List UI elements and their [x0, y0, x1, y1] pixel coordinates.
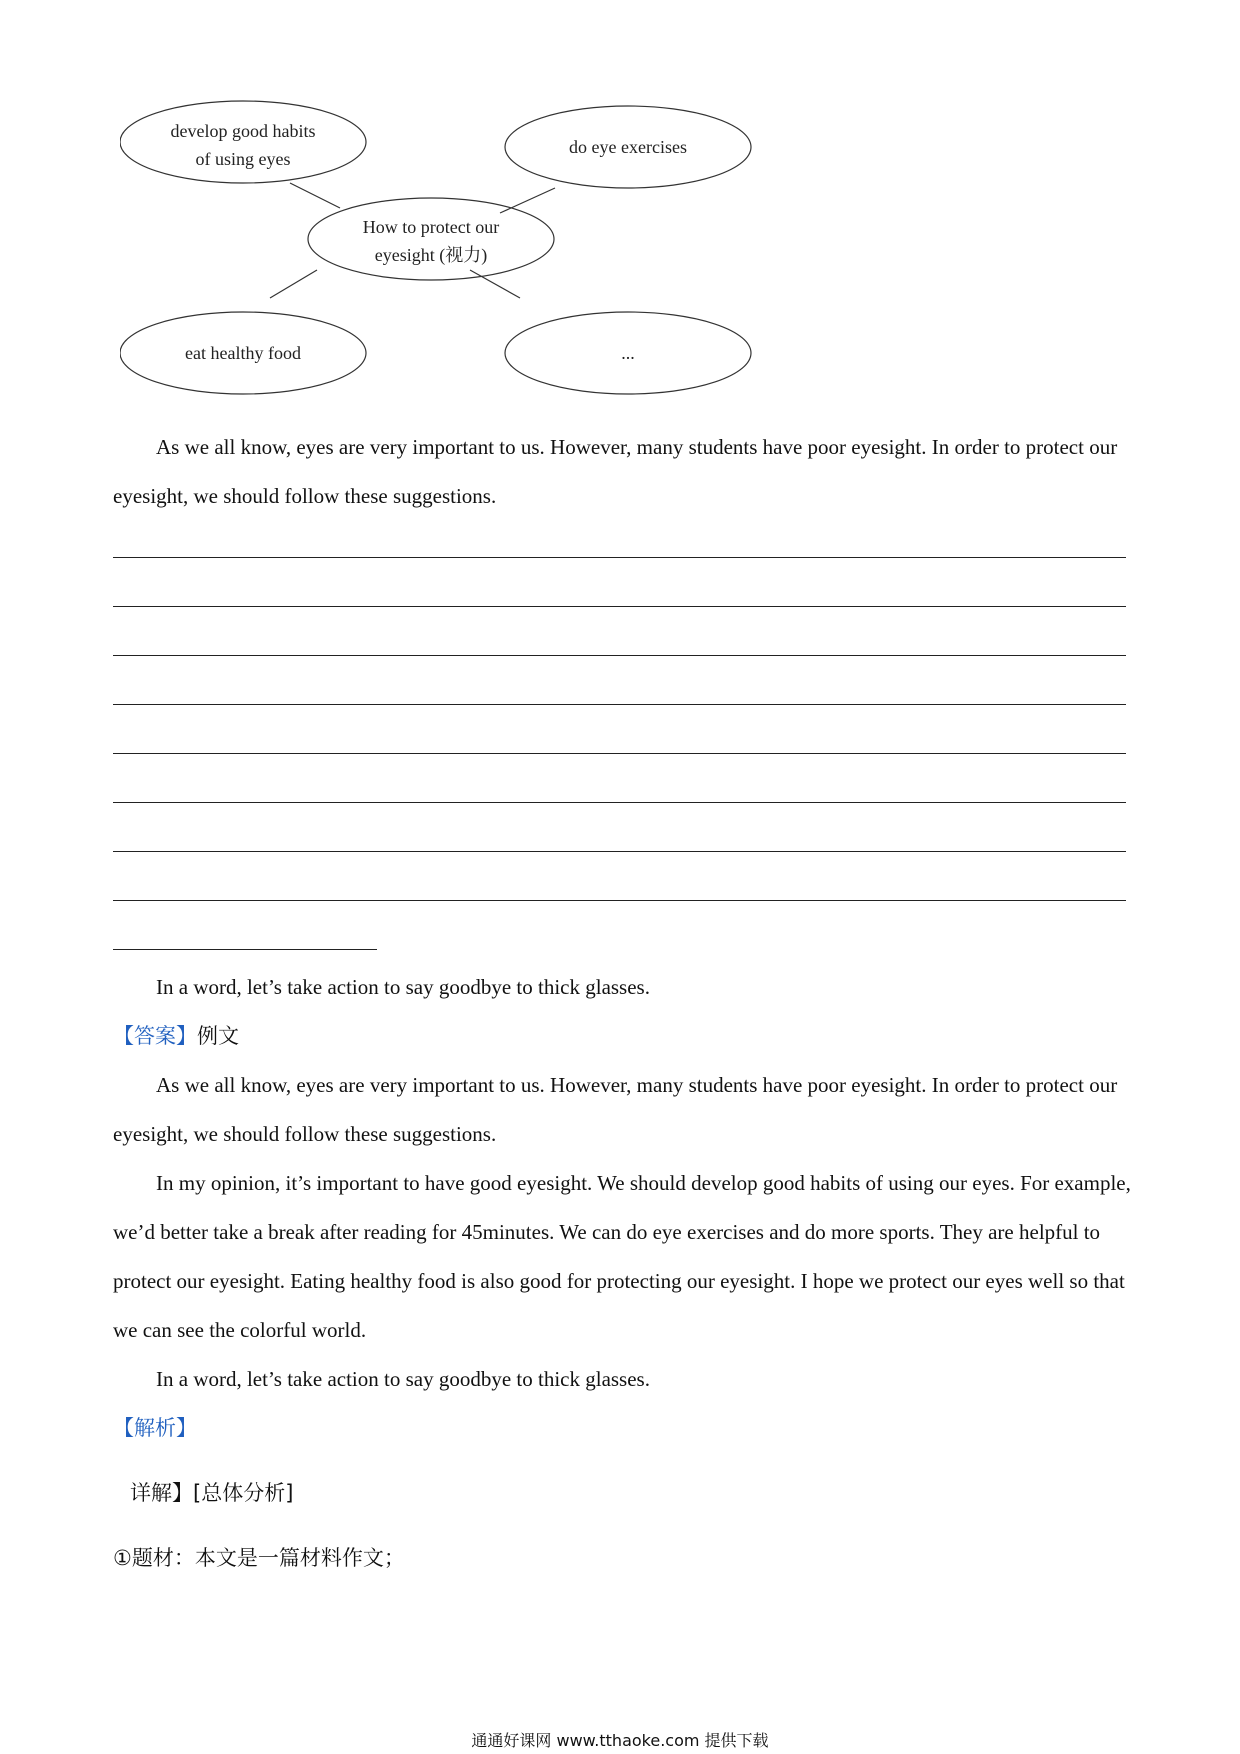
node-top-left-line1: develop good habits: [170, 121, 316, 141]
analysis-label: 【解析】: [113, 1416, 197, 1440]
writing-line: [113, 606, 1126, 607]
node-bottom-left-label: eat healthy food: [185, 343, 301, 363]
analysis-item-1: ①题材：本文是一篇材料作文；: [113, 1546, 405, 1570]
writing-line-short: [113, 949, 377, 950]
answer-label: 【答案】: [113, 1024, 197, 1048]
writing-line: [113, 753, 1126, 754]
analysis-detail: 详解】[总体分析]: [130, 1481, 294, 1505]
writing-line: [113, 851, 1126, 852]
mind-map-diagram: [120, 100, 760, 410]
node-top-right-label: do eye exercises: [569, 137, 687, 157]
answer-label-suffix: 例文: [197, 1024, 239, 1048]
node-bottom-right-label: ...: [621, 343, 635, 363]
analysis-heading: [113, 1404, 1133, 1453]
writing-line: [113, 655, 1126, 656]
node-top-left-shape: [120, 101, 366, 183]
writing-line: [113, 704, 1126, 705]
node-top-left-line2: of using eyes: [195, 149, 291, 169]
center-node-shape: [308, 198, 554, 280]
center-node-line1: How to protect our: [362, 217, 500, 237]
answer-heading: [113, 1012, 1133, 1061]
connector-top-right: [500, 188, 555, 213]
answer-paragraph-2: In my opinion, it’s important to have good eyesight. We should develop good habits of using our eyes. For example, we’d better take a break after reading for 45minutes. We can do eye exercises and do more sports. They are helpful to protect our eyesight. Eating healthy food is also good for protecting our eyesight. I hope we protect our eyes well so that we can see the colorful world.: [113, 1171, 1131, 1342]
writing-line: [113, 557, 1126, 558]
prompt-closing: In a word, let’s take action to say goodbye to thick glasses.: [156, 975, 650, 999]
answer-paragraph-1: As we all know, eyes are very important to us. However, many students have poor eyesight. In order to protect our eyesight, we should follow these suggestions.: [113, 1073, 1118, 1146]
connector-bottom-left: [270, 270, 317, 298]
writing-line: [113, 802, 1126, 803]
center-node-line2: eyesight (视力): [374, 245, 488, 265]
answer-paragraph-3: In a word, let’s take action to say goodbye to thick glasses.: [156, 1367, 650, 1391]
prompt-intro: As we all know, eyes are very important to us. However, many students have poor eyesight. In order to protect our eyesight, we should follow these suggestions.: [113, 435, 1118, 508]
page-footer: 通通好课网 www.tthaoke.com 提供下载: [471, 1731, 769, 1750]
writing-line: [113, 900, 1126, 901]
connector-top-left: [290, 183, 340, 208]
